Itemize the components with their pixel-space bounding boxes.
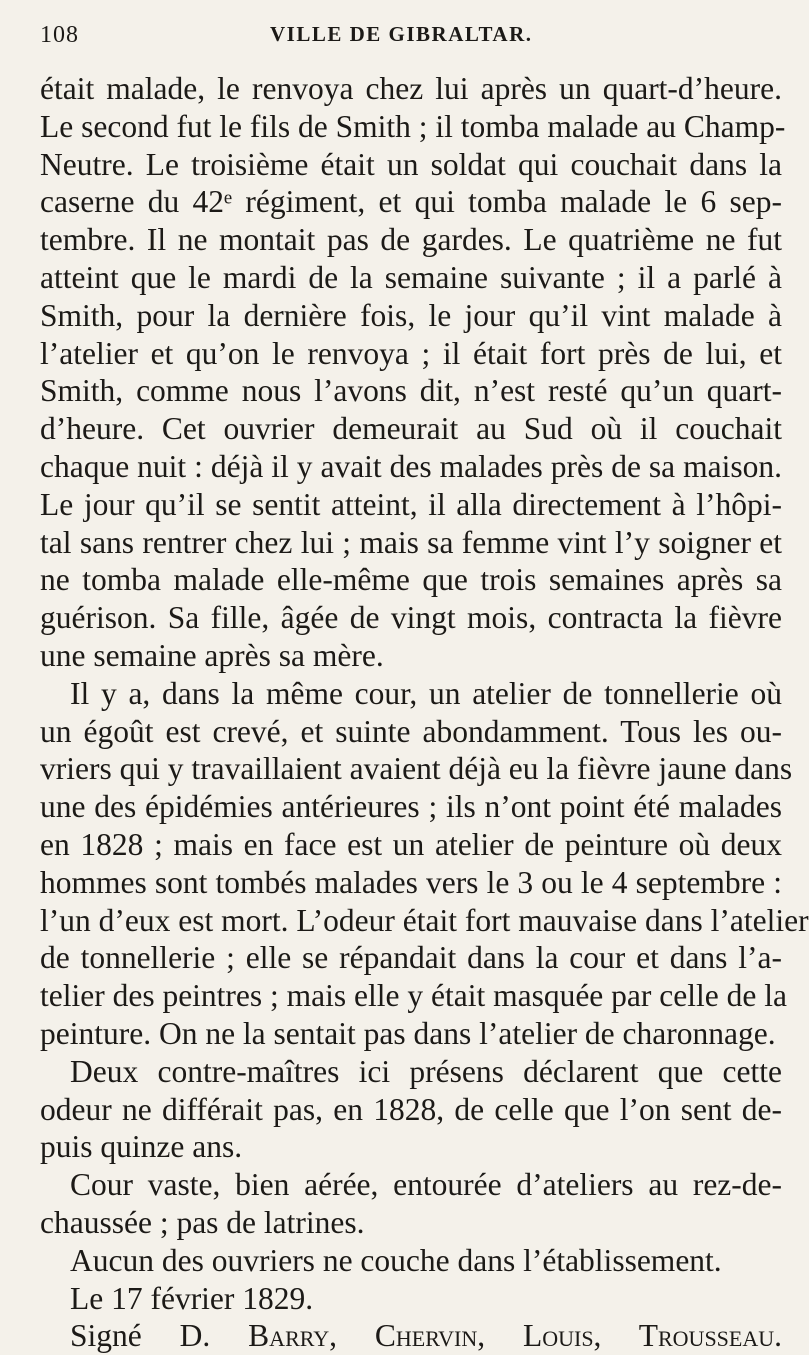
text-line: peinture. On ne la sentait pas dans l’atelier de charonnage. — [40, 1015, 776, 1051]
text-line: Deux contre-maîtres ici présens déclarent que cette — [70, 1053, 782, 1089]
text-line: hommes sont tombés malades vers le 3 ou le 4 septembre : — [40, 864, 782, 900]
date-line: Le 17 février 1829. — [70, 1280, 314, 1316]
text-line: Le jour qu’il se sentit atteint, il alla directement à l’hôpi- — [40, 486, 782, 522]
running-head — [40, 22, 782, 58]
text-line: Cour vaste, bien aérée, entourée d’ateliers au rez-de- — [70, 1167, 782, 1203]
text-line: de tonnellerie ; elle se répandait dans la cour et dans l’a- — [40, 940, 782, 976]
text-line: une semaine après sa mère. — [40, 637, 384, 673]
signature-line — [40, 1317, 782, 1355]
text-line: chaque nuit : déjà il y avait des malades près de sa maison. — [40, 448, 782, 484]
text-line: atteint que le mardi de la semaine suivante ; il a parlé à — [40, 259, 782, 295]
text-line: tembre. Il ne montait pas de gardes. Le quatrième ne fut — [40, 222, 782, 258]
text-line: ne tomba malade elle-même que trois semaines après sa — [40, 562, 782, 598]
running-title: VILLE DE GIBRALTAR. — [270, 22, 533, 46]
text-line: l’atelier et qu’on le renvoya ; il était fort près de lui, et — [40, 335, 782, 371]
text-line: caserne du 42ᵉ régiment, et qui tomba malade le 6 sep- — [40, 184, 782, 220]
text-line: Aucun des ouvriers ne couche dans l’établissement. — [70, 1242, 722, 1278]
text-line: l’un d’eux est mort. L’odeur était fort mauvaise dans l’atelier — [40, 902, 809, 938]
text-line: Smith, comme nous l’avons dit, n’est resté qu’un quart- — [40, 373, 782, 409]
text-line: tal sans rentrer chez lui ; mais sa femme vint l’y soigner et — [40, 524, 782, 560]
text-line: chaussée ; pas de latrines. — [40, 1204, 365, 1240]
text-line: d’heure. Cet ouvrier demeurait au Sud où il couchait — [40, 411, 782, 447]
text-line: Il y a, dans la même cour, un atelier de tonnellerie où — [70, 675, 782, 711]
text-line: Smith, pour la dernière fois, le jour qu’il vint malade à — [40, 297, 782, 333]
text-line: en 1828 ; mais en face est un atelier de peinture où deux — [40, 826, 782, 862]
text-line: puis quinze ans. — [40, 1129, 243, 1165]
text-line: Neutre. Le troisième était un soldat qui couchait dans la — [40, 146, 782, 182]
document-page — [40, 22, 809, 1354]
body-text — [40, 70, 809, 1355]
signature-prefix: Signé D. — [70, 1318, 249, 1354]
text-line: Le second fut le fils de Smith ; il tomba malade au Champ- — [40, 108, 786, 144]
text-line: vriers qui y travaillaient avaient déjà eu la fièvre jaune dans — [40, 751, 793, 787]
text-line: odeur ne différait pas, en 1828, de celle que l’on sent de- — [40, 1091, 782, 1127]
text-line: telier des peintres ; mais elle y était masquée par celle de la — [40, 978, 787, 1014]
signatory-names: Barry, Chervin, Louis, Trousseau. — [248, 1318, 783, 1354]
text-line: était malade, le renvoya chez lui après un quart-d’heure. — [40, 71, 782, 106]
text-line: un égoût est crevé, et suinte abondamment. Tous les ou- — [40, 713, 782, 749]
text-line: guérison. Sa fille, âgée de vingt mois, contracta la fièvre — [40, 600, 782, 636]
page-number: 108 — [40, 22, 79, 48]
text-line: une des épidémies antérieures ; ils n’ont point été malades — [40, 789, 782, 825]
